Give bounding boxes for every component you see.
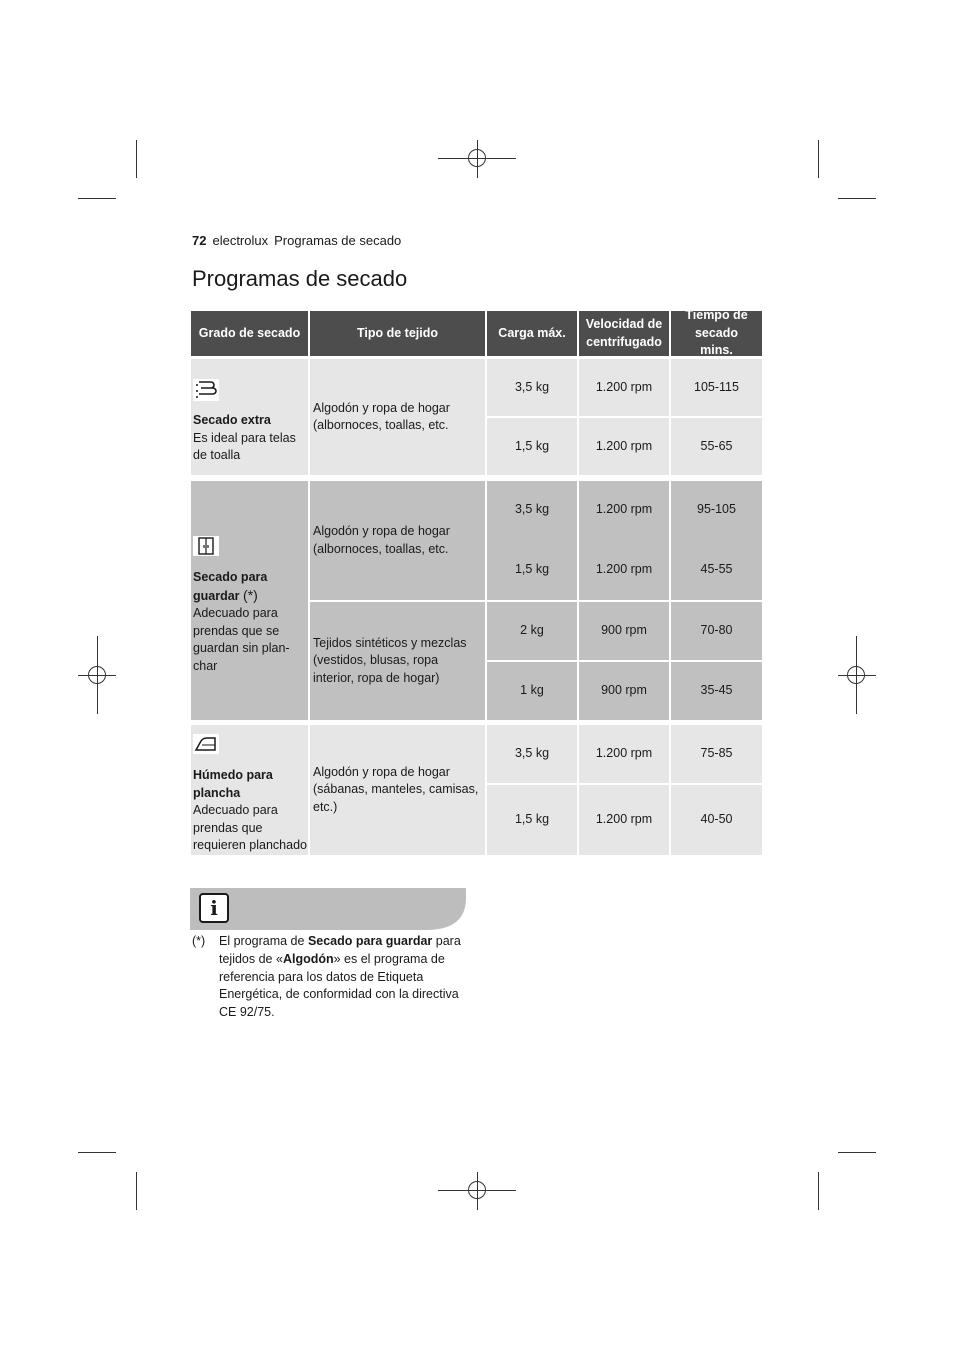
page-title: Programas de secado — [192, 266, 408, 291]
load-cell: 1,5 kg — [487, 539, 577, 600]
load-cell: 3,5 kg — [487, 481, 577, 539]
grade-cell — [191, 481, 308, 720]
column-header-grade: Grado de secado — [191, 311, 308, 356]
load-cell: 3,5 kg — [487, 359, 577, 416]
speed-cell: 1.200 rpm — [579, 785, 669, 855]
cupboard-dry-icon — [193, 536, 219, 562]
extra-dry-icon — [193, 379, 219, 407]
speed-cell: 900 rpm — [579, 662, 669, 720]
info-icon: i — [199, 893, 229, 923]
crop-mark — [818, 140, 819, 178]
crop-mark — [78, 198, 116, 199]
grade-description: Adecuado para prendas que se guardan sin plan-char — [193, 606, 290, 673]
load-cell: 3,5 kg — [487, 725, 577, 783]
footnote-marker: (*) — [192, 934, 206, 948]
note-bar — [190, 888, 467, 931]
fabric-cell: Algodón y ropa de hogar (sábanas, manteles, camisas, etc.) — [310, 725, 485, 855]
fabric-cell: Algodón y ropa de hogar (albornoces, toallas, etc. — [310, 481, 485, 600]
crop-mark — [838, 1152, 876, 1153]
crop-mark — [136, 140, 137, 178]
footnote-text: para tejidos de « — [219, 934, 461, 966]
load-cell: 1 kg — [487, 662, 577, 720]
time-cell: 45-55 — [671, 539, 762, 600]
time-cell: 55-65 — [671, 418, 762, 475]
brand-name: electrolux — [212, 233, 269, 248]
grade-description: Es ideal para telas de toalla — [193, 430, 296, 462]
column-header-time: Tiempo de secado mins. — [671, 311, 762, 356]
column-header-fabric: Tipo de tejido — [310, 311, 485, 356]
speed-cell: 1.200 rpm — [579, 539, 669, 600]
running-header — [192, 233, 401, 248]
fabric-cell: Algodón y ropa de hogar (albornoces, toallas, etc. — [310, 359, 485, 475]
grade-title: Húmedo para plancha — [193, 768, 273, 800]
registration-circle — [88, 666, 106, 684]
speed-cell: 1.200 rpm — [579, 481, 669, 539]
load-cell: 1,5 kg — [487, 418, 577, 475]
footnote-bold: Algodón — [282, 951, 334, 966]
footnote-text: » es el programa de referencia para los datos de Etiqueta Energética, de conformidad con la directiva CE 92/75. — [219, 951, 459, 1020]
footnote-bold: Secado para guardar — [307, 934, 433, 948]
section-name: Programas de secado — [274, 233, 402, 248]
crop-mark — [818, 1172, 819, 1210]
grade-title: Secado para guardar — [193, 570, 268, 603]
time-cell: 105-115 — [671, 359, 762, 416]
column-header-speed: Velocidad de centrifugado — [579, 311, 669, 356]
column-header-load: Carga máx. — [487, 311, 577, 356]
iron-dry-icon — [193, 734, 219, 760]
time-cell: 40-50 — [671, 785, 762, 855]
registration-circle — [847, 666, 865, 684]
speed-cell: 1.200 rpm — [579, 359, 669, 416]
time-cell: 35-45 — [671, 662, 762, 720]
time-cell: 70-80 — [671, 602, 762, 660]
time-cell: 95-105 — [671, 481, 762, 539]
fabric-cell: Tejidos sintéticos y mezclas (vestidos, blusas, ropa interior, ropa de hogar) — [310, 602, 485, 720]
speed-cell: 1.200 rpm — [579, 725, 669, 783]
speed-cell: 1.200 rpm — [579, 418, 669, 475]
page-number: 72 — [192, 233, 207, 248]
footnote — [192, 933, 477, 1022]
load-cell: 1,5 kg — [487, 785, 577, 855]
grade-mark: (*) — [243, 586, 258, 603]
registration-circle — [468, 1181, 486, 1199]
footnote-text: El programa de — [219, 934, 308, 948]
crop-mark — [136, 1172, 137, 1210]
grade-cell — [191, 359, 308, 475]
crop-mark — [78, 1152, 116, 1153]
crop-mark — [838, 198, 876, 199]
registration-circle — [468, 149, 486, 167]
load-cell: 2 kg — [487, 602, 577, 660]
grade-title: Secado extra — [193, 413, 271, 427]
grade-description: Adecuado para prendas que requieren planchado — [193, 803, 307, 852]
time-cell: 75-85 — [671, 725, 762, 783]
speed-cell: 900 rpm — [579, 602, 669, 660]
grade-cell — [191, 725, 308, 855]
